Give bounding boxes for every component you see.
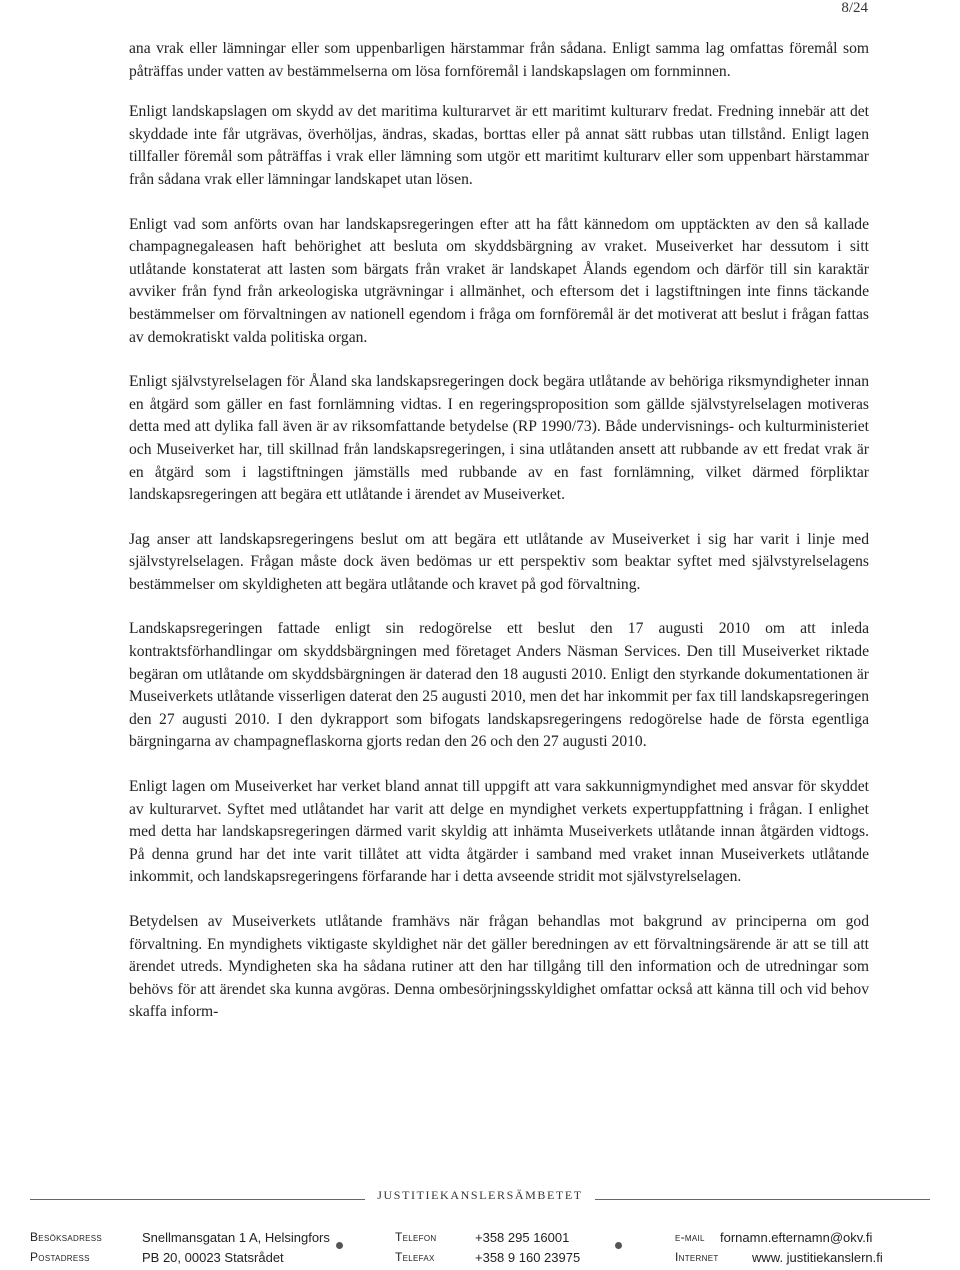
paragraph-4: Enligt självstyrelselagen för Åland ska landskapsregeringen dock begära utlåtande av behöriga riksmyndigheter innan en åtgärd som gäller en fast fornlämning vidtas. I en regeringsproposition som gällde självstyrelselagen motiveras detta med att dylika fall även är av riksomfattande betydelse (RP 1990/73). Både undervisnings- och kulturministeriet och Museiverket har, till skillnad från landskapsregeringen, i sina utlåtanden ansett att rubbande av ett fredat vrak är en åtgärd som i lagstiftningen jämställs med rubbande av en fast fornlämning, vilket därmed förpliktar landskapsregeringen att begära ett utlåtande i ärendet av Museiverket. bbox=[129, 373, 869, 504]
footer-contact bbox=[30, 1230, 930, 1270]
phone-label: Telefon bbox=[395, 1230, 437, 1244]
document-body bbox=[129, 38, 869, 1046]
postal-address-value: PB 20, 00023 Statsrådet bbox=[142, 1250, 284, 1265]
paragraph-1: ana vrak eller lämningar eller som uppenbarligen härstammar från sådana. Enligt samma lag omfattas föremål som påträffas under vatten av bestämmelserna om lösa fornföremål i landskapslagen om fornminnen. bbox=[129, 40, 869, 80]
phone-value: +358 295 16001 bbox=[475, 1230, 570, 1245]
postal-address-label: Postadress bbox=[30, 1250, 90, 1264]
page-number: 8/24 bbox=[841, 0, 868, 16]
footer-brand: JUSTITIEKANSLERSÄMBETET bbox=[377, 1188, 583, 1202]
visit-address-label: Besöksadress bbox=[30, 1230, 103, 1244]
paragraph-2: Enligt landskapslagen om skydd av det maritima kulturarvet är ett maritimt kulturarv fredat. Fredning innebär att det skyddade inte får utgrävas, överhöljas, ändras, skadas, borttas eller på annat sätt rubbas utan tillstånd. Enligt lagen tillfaller föremål som påträffas i vrak eller lämning som utgör ett maritimt kulturarv eller som uppenbart härstammar från sådana vrak eller lämningar landskapet utan lösen. bbox=[129, 103, 869, 188]
footer-rule-right bbox=[595, 1199, 930, 1200]
bullet-icon bbox=[615, 1242, 622, 1249]
paragraph-8: Betydelsen av Museiverkets utlåtande framhävs när frågan behandlas mot bakgrund av principerna om god förvaltning. En myndighets viktigaste skyldighet när det gäller beredningen av ett förvaltningsärende är att se till att ärendet utreds. Myndigheten ska ha sådana rutiner att den har tillgång till den information och de utredningar som behövs för att ärendet ska kunna avgöras. Denna ombesörjningsskyldighet omfattar också att känna till och vid behov skaffa inform- bbox=[129, 913, 869, 1021]
footer-rule-left bbox=[30, 1199, 365, 1200]
internet-label: Internet bbox=[675, 1250, 719, 1264]
email-label: e-mail bbox=[675, 1230, 705, 1244]
paragraph-5: Jag anser att landskapsregeringens beslut om att begära ett utlåtande av Museiverket i sig har varit i linje med självstyrelselagen. Frågan måste dock även bedömas ur ett perspektiv som beaktar syftet med självstyrelselagens bestämmelser om skyldigheten att begära utlåtande och kravet på god förvaltning. bbox=[129, 530, 869, 593]
visit-address-value: Snellmansgatan 1 A, Helsingfors bbox=[142, 1230, 330, 1245]
footer-row-2 bbox=[30, 1250, 930, 1270]
bullet-icon bbox=[336, 1242, 343, 1249]
footer-row-1 bbox=[30, 1230, 930, 1250]
paragraph-7: Enligt lagen om Museiverket har verket bland annat till uppgift att vara sakkunnigmyndighet med ansvar för skyddet av kulturarvet. Syftet med utlåtandet har varit att delge en myndighet verkets expertuppfattning i frågan. I enlighet med detta har landskapsregeringen därmed varit skyldig att inhämta Museiverkets utlåtande innan åtgärden vidtogs. På denna grund har det inte varit tillåtet att vidta åtgärder i samband med vraket innan Museiverkets utlåtande inkommit, och landskapsregeringens förfarande har i detta avseende stridit mot självstyrelselagen. bbox=[129, 778, 869, 886]
fax-value: +358 9 160 23975 bbox=[475, 1250, 581, 1265]
email-value[interactable]: fornamn.efternamn@okv.fi bbox=[720, 1230, 873, 1245]
internet-value[interactable]: www. justitiekanslern.fi bbox=[752, 1250, 883, 1265]
paragraph-3: Enligt vad som anförts ovan har landskapsregeringen efter att ha fått kännedom om upptäckten av den så kallade champagnegaleasen haft behörighet att besluta om skyddsbärgning av vraket. Museiverket har dessutom i sitt utlåtande konstaterat att lasten som bärgats från vraket är landskapet Ålands egendom och därför till sin karaktär avviker från fynd från arkeologiska utgrävningar i allmänhet, och eftersom det i lagstiftningen inte finns täckande bestämmelser om förvaltningen av nationell egendom i fråga om fornföremål är det motiverat att beslut i frågan fattas av demokratiskt valda politiska organ. bbox=[129, 215, 869, 346]
paragraph-6: Landskapsregeringen fattade enligt sin redogörelse ett beslut den 17 augusti 2010 om att inleda kontraktsförhandlingar om skyddsbärgningen med företaget Anders Näsman Services. Den till Museiverket riktade begäran om utlåtande om skyddsbärgningen är daterad den 18 augusti 2010. Enligt den styrkande dokumentationen är Museiverkets utlåtande visserligen daterat den 25 augusti 2010, men det har inkommit per fax till landskapsregeringen den 27 augusti 2010. I den dykrapport som bifogats landskapsregeringens redogörelse hade de första egentliga bärgningarna av champagneflaskorna gjorts redan den 26 och den 27 augusti 2010. bbox=[129, 620, 869, 751]
fax-label: Telefax bbox=[395, 1250, 435, 1264]
